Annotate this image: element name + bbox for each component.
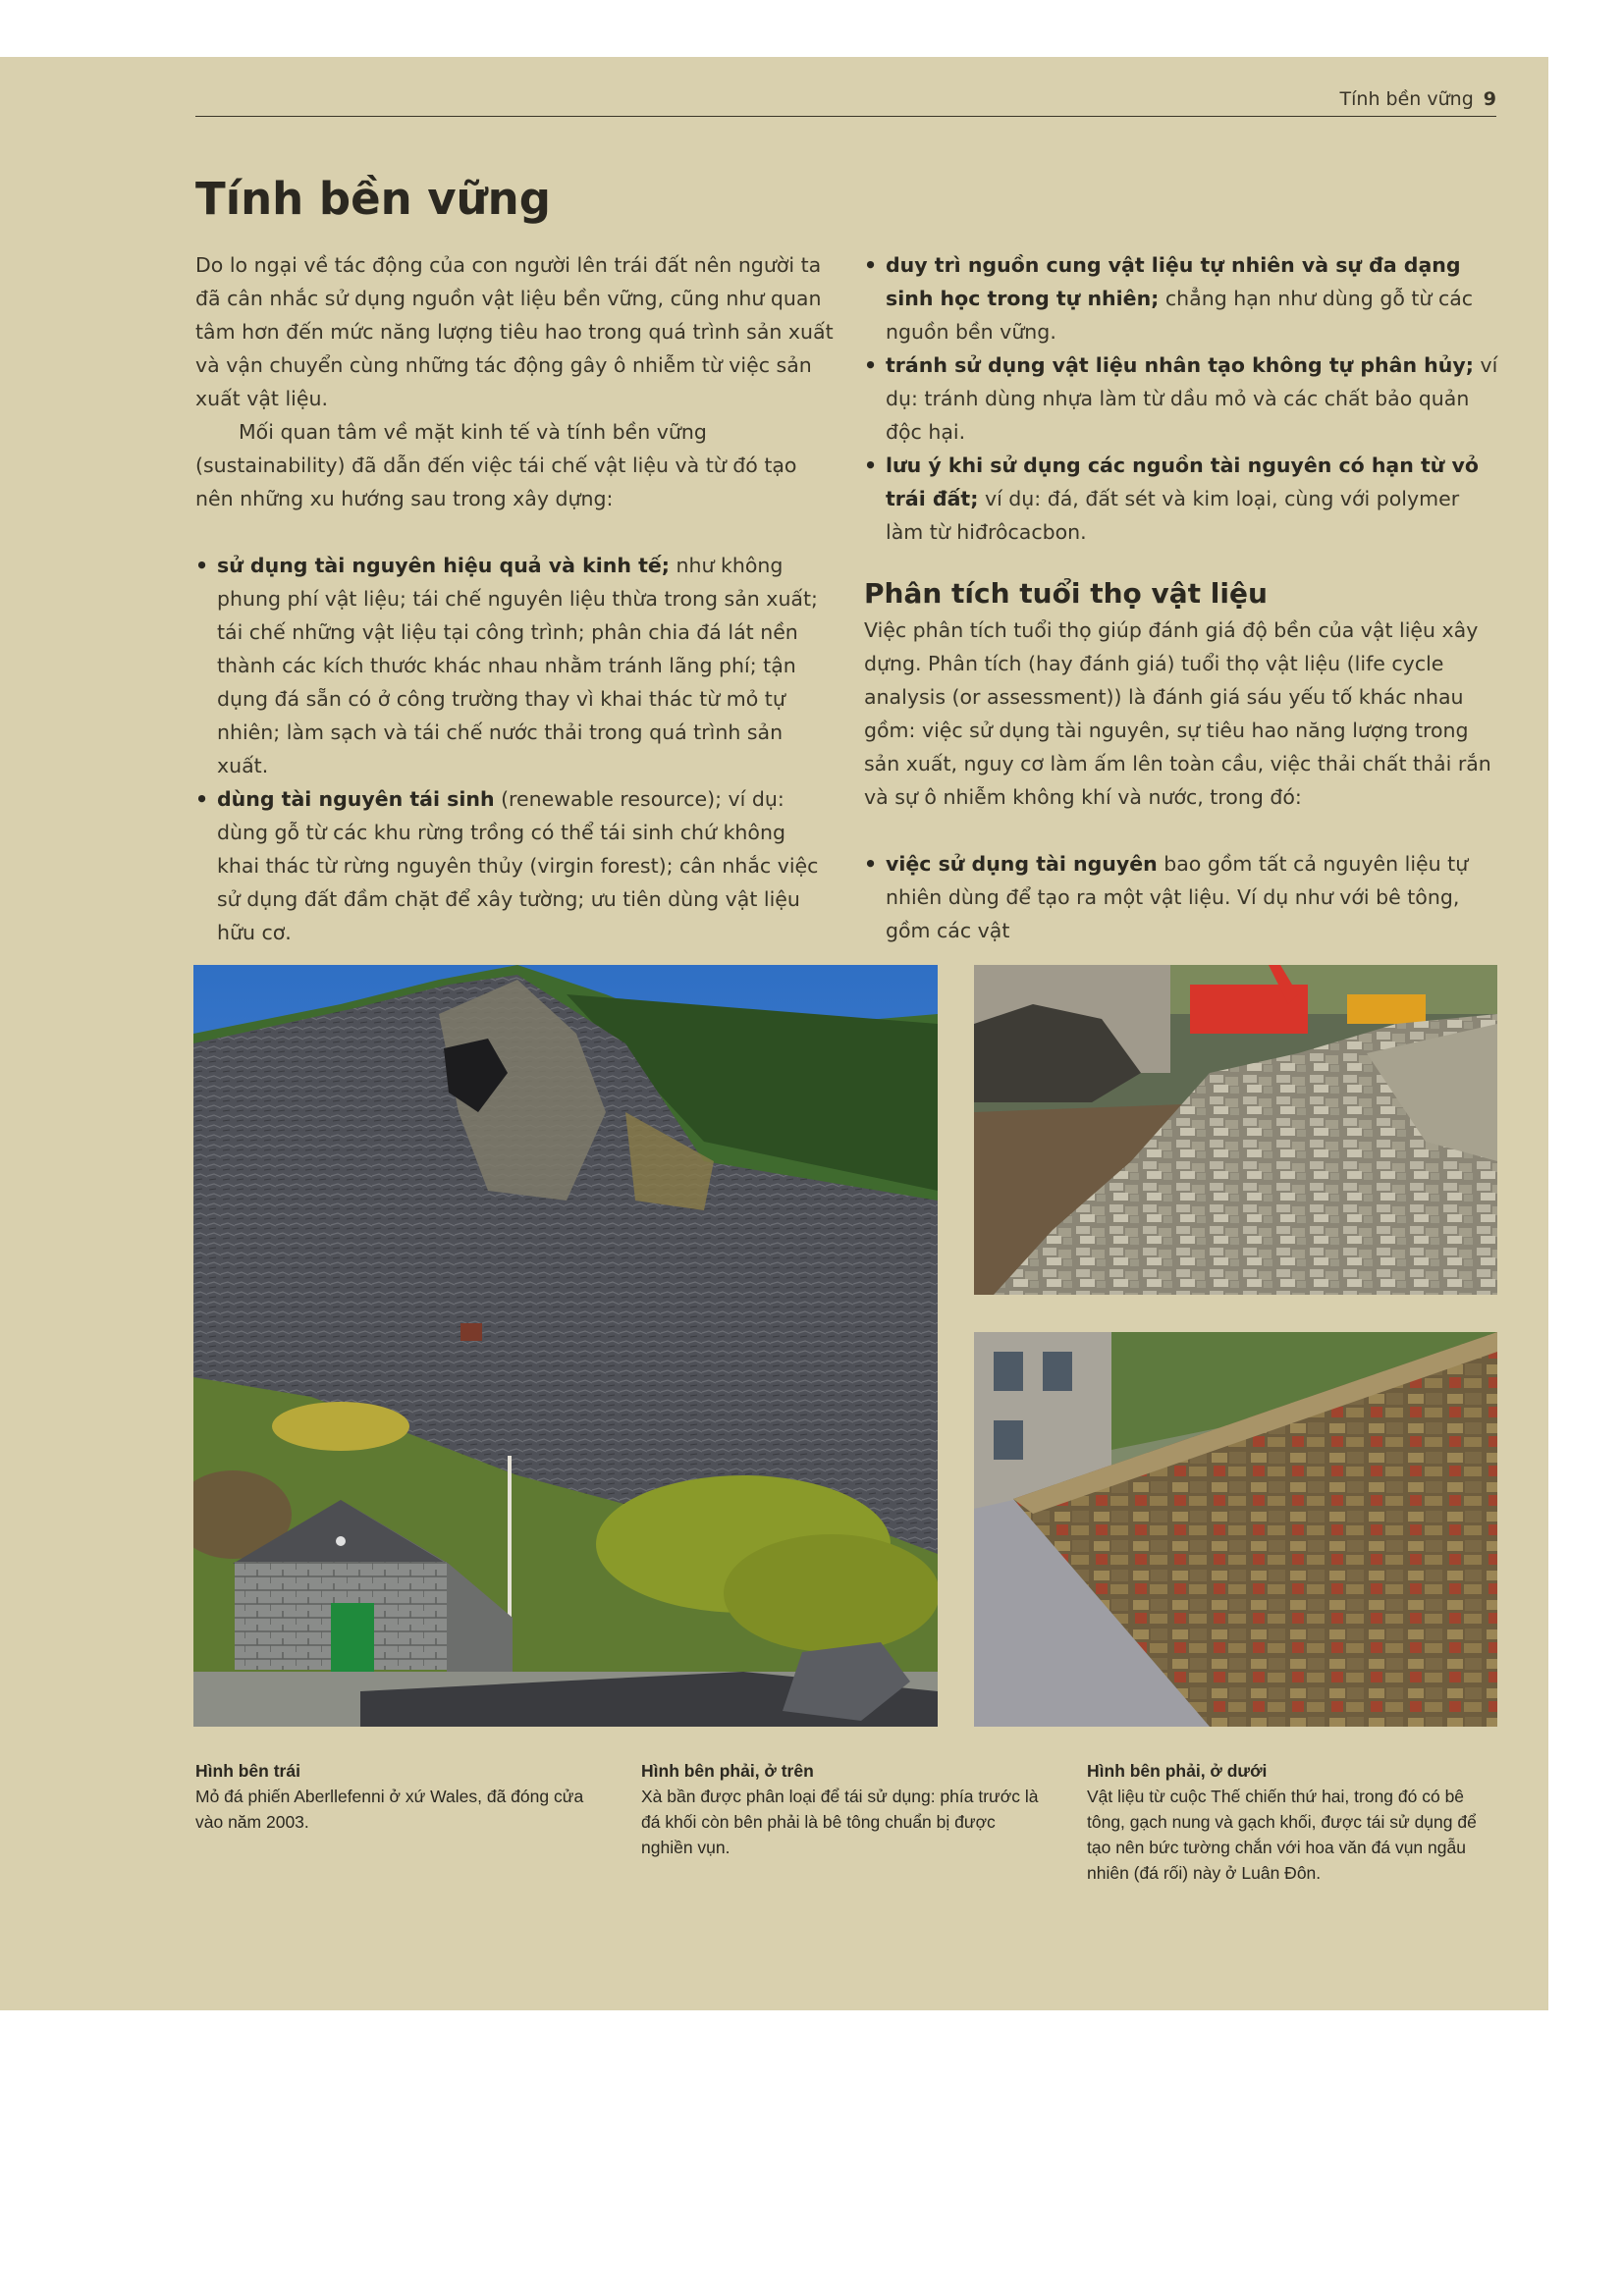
caption-top-right-photo bbox=[641, 1758, 1049, 1860]
rubble-pile-photo bbox=[974, 965, 1497, 1295]
list-item-bold: duy trì nguồn cung vật liệu tự nhiên và sự đa dạng sinh học trong tự nhiên; bbox=[886, 253, 1461, 310]
list-item-bold: việc sử dụng tài nguyên bbox=[886, 852, 1158, 876]
list-item bbox=[864, 847, 1502, 947]
list-item bbox=[864, 449, 1502, 549]
list-item-text: ví dụ: đá, đất sét và kim loại, cùng với polymer làm từ hiđrôcacbon. bbox=[886, 487, 1460, 544]
slate-quarry-photo bbox=[193, 965, 938, 1727]
section-subheading: Phân tích tuổi thọ vật liệu bbox=[864, 577, 1268, 610]
list-item-text: ví dụ: tránh dùng nhựa làm từ dầu mỏ và các chất bảo quản độc hại. bbox=[886, 353, 1498, 444]
caption-text: Xà bần được phân loại để tái sử dụng: phía trước là đá khối còn bên phải là bê tông chuẩn bị được nghiền vụn. bbox=[641, 1787, 1039, 1857]
running-header-text bbox=[1340, 88, 1496, 110]
list-item bbox=[864, 248, 1502, 348]
header-section-title: Tính bền vững bbox=[1339, 88, 1474, 110]
list-item-text: như không phung phí vật liệu; tái chế nguyên liệu thừa trong sản xuất; tái chế những vật liệu tại công trình; phân chia đá lát nền thành các kích thước khác nhau nhằm tránh lãng phí; tận dụng đá sẵn có ở công trường thay vì khai thác từ mỏ tự nhiên; làm sạch và tái chế nước thải trong quá trình sản xuất. bbox=[217, 554, 818, 777]
list-item-text: chẳng hạn như dùng gỗ từ các nguồn bền vững. bbox=[886, 287, 1474, 344]
list-item-bold: dùng tài nguyên tái sinh bbox=[217, 787, 495, 811]
trend-list bbox=[195, 549, 834, 949]
list-item-bold: tránh sử dụng vật liệu nhân tạo không tự phân hủy; bbox=[886, 353, 1474, 377]
caption-left-photo bbox=[195, 1758, 603, 1835]
list-item-bold: lưu ý khi sử dụng các nguồn tài nguyên có hạn từ vỏ trái đất; bbox=[886, 454, 1479, 510]
right-column bbox=[864, 248, 1502, 947]
intro-paragraph: Do lo ngại về tác động của con người lên trái đất nên người ta đã cân nhắc sử dụng nguồn vật liệu bền vững, cũng như quan tâm hơn đến mức năng lượng tiêu hao trong quá trình sản xuất và vận chuyển cùng những tác động gây ô nhiễm từ việc sản xuất vật liệu. bbox=[195, 253, 834, 410]
lca-paragraph: Việc phân tích tuổi thọ giúp đánh giá độ bền của vật liệu xây dựng. Phân tích (hay đánh giá) tuổi thọ vật liệu (life cycle analysis (or assessment)) là đánh giá sáu yếu tố khác nhau gồm: việc sử dụng tài nguyên, sự tiêu hao năng lượng trong sản xuất, nguy cơ làm ấm lên toàn cầu, việc thải chất thải rắn và sự ô nhiễm không khí và nước, trong đó: bbox=[864, 618, 1491, 809]
caption-title: Hình bên phải, ở dưới bbox=[1087, 1761, 1268, 1781]
list-item bbox=[195, 782, 834, 949]
trend-paragraph: Mối quan tâm về mặt kinh tế và tính bền vững (sustainability) đã dẫn đến việc tái chế vật liệu và từ đó tạo nên những xu hướng sau trong xây dựng: bbox=[195, 420, 797, 510]
trend-list-continued bbox=[864, 248, 1502, 549]
list-item-bold: sử dụng tài nguyên hiệu quả và kinh tế; bbox=[217, 554, 670, 577]
caption-bottom-right-photo bbox=[1087, 1758, 1499, 1886]
caption-text: Vật liệu từ cuộc Thế chiến thứ hai, trong đó có bê tông, gạch nung và gạch khối, được tái sử dụng để tạo nên bức tường chắn với hoa văn đá vụn ngẫu nhiên (đá rối) này ở Luân Đôn. bbox=[1087, 1787, 1477, 1883]
lca-list bbox=[864, 847, 1502, 947]
page-number: 9 bbox=[1483, 88, 1496, 110]
list-item-text: bao gồm tất cả nguyên liệu tự nhiên dùng để tạo ra một vật liệu. Ví dụ như với bê tông, gồm các vật bbox=[886, 852, 1469, 942]
list-item bbox=[864, 348, 1502, 449]
caption-title: Hình bên phải, ở trên bbox=[641, 1761, 814, 1781]
list-item-text: (renewable resource); ví dụ: dùng gỗ từ các khu rừng trồng có thể tái sinh chứ không khai thác từ rừng nguyên thủy (virgin forest); cân nhắc việc sử dụng đất đầm chặt để xây tường; ưu tiên dùng vật liệu hữu cơ. bbox=[217, 787, 819, 944]
left-column bbox=[195, 248, 834, 949]
caption-text: Mỏ đá phiến Aberllefenni ở xứ Wales, đã đóng cửa vào năm 2003. bbox=[195, 1787, 584, 1832]
page-sheet bbox=[0, 57, 1548, 2010]
list-item bbox=[195, 549, 834, 782]
running-header bbox=[195, 86, 1496, 117]
rubble-wall-photo bbox=[974, 1332, 1497, 1727]
caption-title: Hình bên trái bbox=[195, 1761, 300, 1781]
page-title: Tính bền vững bbox=[195, 173, 551, 225]
